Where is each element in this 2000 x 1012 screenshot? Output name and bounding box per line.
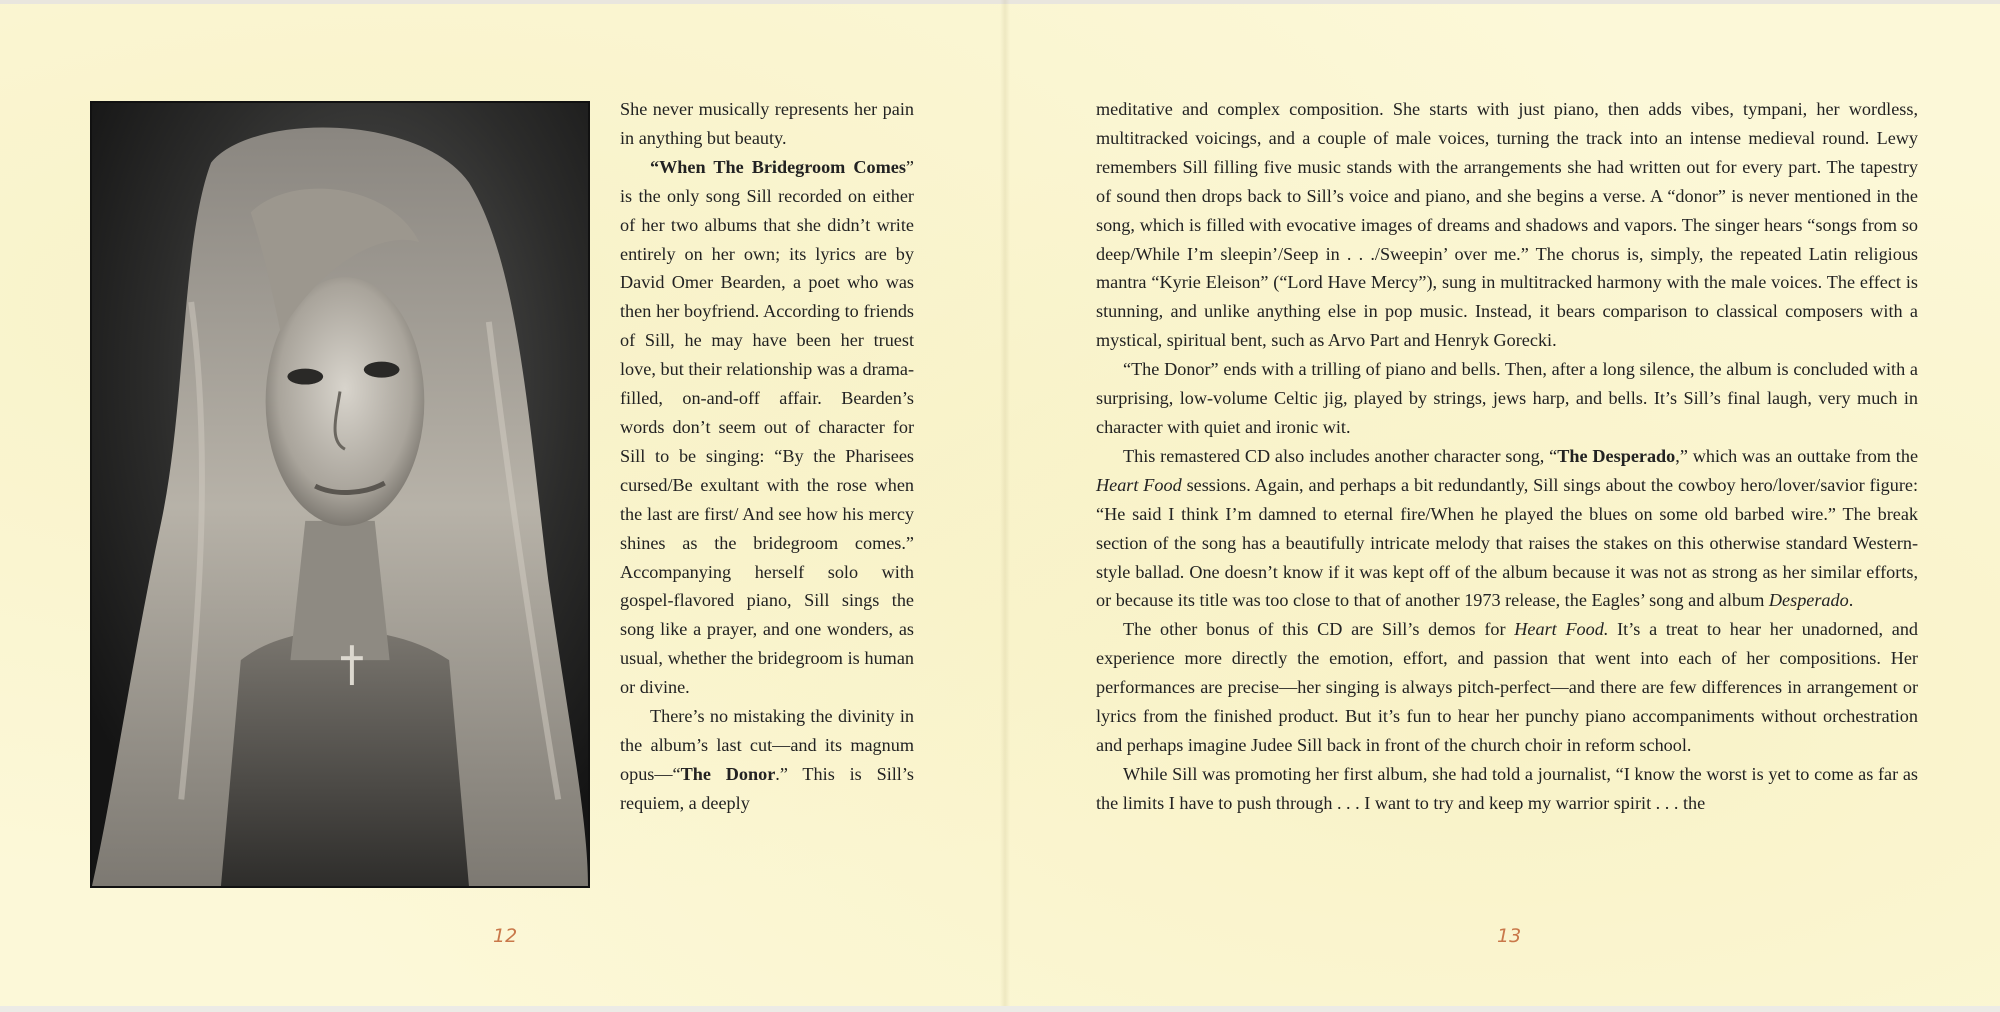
italic-title: Desperado	[1768, 590, 1849, 611]
italic-title: Heart Food.	[1514, 619, 1609, 640]
page-number-left: 12	[493, 925, 518, 947]
text-run: It’s a treat to hear her unadorned, and experience more directly the emotion, effort, and passion that went into each of her compositions. Her performances are precise—her singing is always pitch-perfect—and there are few differences in arrangement or lyrics from the finished product. But it’s fun to hear her punchy piano accompaniments without orchestration and perhaps imagine Judee Sill back in front of the church choir in reform school.	[1096, 619, 1919, 755]
text-run: This remastered CD also includes another character song, “	[1123, 445, 1558, 466]
scan-edge-bottom	[0, 1006, 2000, 1012]
paragraph	[620, 702, 914, 818]
paragraph	[620, 95, 914, 153]
text-run: There’s no mistaking the divinity in the album’s last cut—and its magnum opus—“	[620, 706, 914, 784]
portrait-photo-icon	[92, 103, 588, 886]
text-run: The other bonus of this CD are Sill’s demos for	[1123, 619, 1515, 640]
paragraph	[1096, 760, 1918, 818]
text-run: meditative and complex composition. She starts with just piano, then adds vibes, tympani, her wordless, multitracked voicings, and a couple of male voices, turning the track into an intense medieval round. Lewy remembers Sill filling five music stands with the arrangements she had written out for every part. The tapestry of sound then drops back to Sill’s voice and piano, and she begins a verse. A “donor” is never mentioned in the song, which is filled with evocative images of dreams and shadows and vapors. The singer hears “songs from so deep/While I’m sleepin’/Seep in . . ./Sweepin’ over me.” The chorus is, simply, the repeated Latin religious mantra “Kyrie Eleison” (“Lord Have Mercy”), sung in multitracked harmony with the male voices. The effect is stunning, and unlike anything else in pop music. Instead, it bears comparison to classical composers with a mystical, spiritual bent, such as Arvo Part and Henryk Gorecki.	[1096, 99, 1918, 351]
text-run: “The Donor” ends with a trilling of piano and bells. Then, after a long silence, the album is concluded with a surprising, low-volume Celtic jig, played by strings, jews harp, and bells. It’s Sill’s final laugh, very much in character with quiet and ironic wit.	[1096, 359, 1918, 437]
center-fold	[1000, 0, 1010, 1012]
right-page-text	[1096, 95, 1918, 818]
paragraph	[1096, 615, 1918, 760]
text-run: While Sill was promoting her first album, she had told a journalist, “I know the worst is yet to come as far as the limits I have to push through . . . I want to try and keep my warrior spirit . . . the	[1096, 763, 1918, 813]
text-run: She never musically represents her pain in anything but beauty.	[620, 99, 914, 148]
bold-title: The Desperado	[1557, 445, 1676, 466]
paragraph	[1096, 442, 1918, 615]
bold-title: The Donor	[680, 763, 776, 784]
text-run: ,” which was an outtake from the	[1675, 445, 1919, 466]
bold-title: “When The Bridegroom Comes	[650, 156, 906, 177]
text-run: ” is the only song Sill recorded on either of her two albums that she didn’t write entirely on her own; its lyrics are by David Omer Bearden, a poet who was then her boyfriend. According to friends of Sill, he may have been her truest love, but their relationship was a drama-filled, on-and-off affair. Bearden’s words don’t seem out of character for Sill to be singing: “By the Pharisees cursed/Be exultant with the rose when the last are first/ And see how his mercy shines as the bridegroom comes.” Accompanying herself solo with gospel-flavored piano, Sill sings the song like a prayer, and one wonders, as usual, whether the bridegroom is human or divine.	[620, 156, 914, 698]
paragraph	[1096, 355, 1918, 442]
paragraph	[620, 153, 914, 702]
italic-title: Heart Food	[1096, 474, 1182, 495]
paragraph	[1096, 95, 1918, 355]
text-run: .	[1848, 590, 1854, 611]
text-run: .” This is Sill’s requiem, a deeply	[620, 763, 914, 813]
portrait-photo	[90, 101, 590, 888]
page-number-right: 13	[1497, 925, 1522, 947]
text-run: sessions. Again, and perhaps a bit redundantly, Sill sings about the cowboy hero/lover/savior figure: “He said I think I’m damned to eternal fire/When he played the blues on some old barbed wire.” The break section of the song has a beautifully intricate melody that raises the stakes on this otherwise standard Western-style ballad. One doesn’t know if it was kept off of the album because it was not as strong as her similar efforts, or because its title was too close to that of another 1973 release, the Eagles’ song and album	[1096, 474, 1918, 611]
left-page-text	[620, 95, 914, 818]
